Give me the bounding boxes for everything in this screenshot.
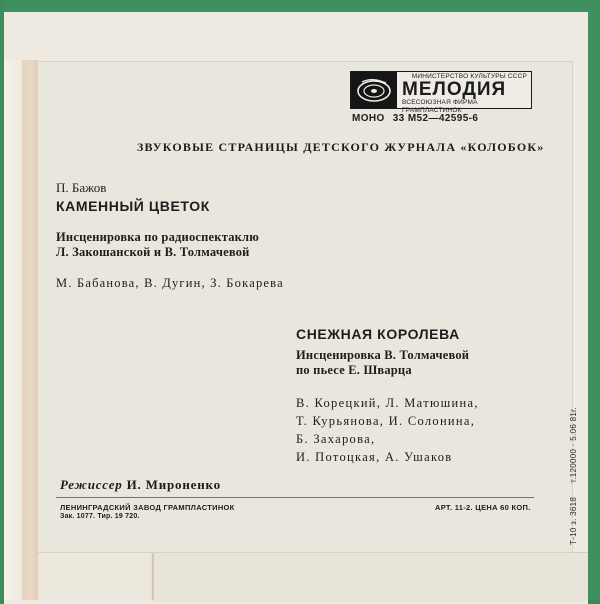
vinyl-record-icon [351, 72, 397, 108]
logo-brand: МЕЛОДИЯ [402, 79, 507, 100]
work1-adaptation-line2: Л. Закошанской и В. Толмачевой [56, 245, 250, 259]
series-title: ЗВУКОВЫЕ СТРАНИЦЫ ДЕТСКОГО ЖУРНАЛА «КОЛОБОК» [137, 140, 545, 154]
work2-title: СНЕЖНАЯ КОРОЛЕВА [296, 326, 460, 342]
work2-adaptation-line2: по пьесе Е. Шварца [296, 363, 412, 377]
work2-cast-line3: Б. Захарова, [296, 432, 376, 446]
footer-divider [56, 497, 534, 498]
work1-author: П. Бажов [56, 180, 107, 195]
work1-adaptation-line1: Инсценировка по радиоспектаклю [56, 230, 260, 244]
sleeve-bottom-left [38, 552, 150, 600]
side-print-code: Т-10 з. 3618 [569, 496, 578, 545]
sleeve-bottom-panel [150, 552, 588, 601]
logo-text-block [397, 72, 531, 114]
vinyl-record-icon-graphic [354, 75, 394, 105]
work2-cast-line4: И. Потоцкая, А. Ушаков [296, 450, 453, 464]
logo-subtitle: ВСЕСОЮЗНАЯ ФИРМА ГРАМПЛАСТИНОК [402, 99, 478, 114]
work1-cast: М. Бабанова, В. Дугин, З. Бокарева [56, 276, 284, 290]
director-name: И. Мироненко [126, 477, 221, 492]
director-label: Режиссер [60, 477, 123, 492]
work2-cast-line1: В. Корецкий, Л. Матюшина, [296, 396, 479, 410]
factory-name: ЛЕНИНГРАДСКИЙ ЗАВОД ГРАМПЛАСТИНОК [60, 503, 235, 512]
price-info: АРТ. 11-2. ЦЕНА 60 КОП. [435, 503, 531, 512]
melodiya-logo [350, 71, 532, 114]
side-print-run: т.120000 · 5.06 81г. [569, 407, 578, 483]
logo-ministry: МИНИСТЕРСТВО КУЛЬТУРЫ СССР [411, 73, 527, 80]
sleeve-pink-strip [22, 60, 38, 600]
catalog-number [352, 113, 486, 124]
sleeve-left-strip [4, 60, 23, 600]
side-print-info [569, 393, 578, 545]
work1-title: КАМЕННЫЙ ЦВЕТОК [56, 198, 210, 214]
work2-adaptation-line1: Инсценировка В. Толмачевой [296, 348, 470, 362]
work2-cast-line2: Т. Курьянова, И. Солонина, [296, 414, 476, 428]
order-info: Зак. 1077. Тир. 19 720. [60, 513, 140, 520]
catalog-code: 33 М52—42595-6 [392, 113, 479, 124]
format-label: МОНО [352, 113, 385, 124]
director-credit [60, 477, 221, 493]
